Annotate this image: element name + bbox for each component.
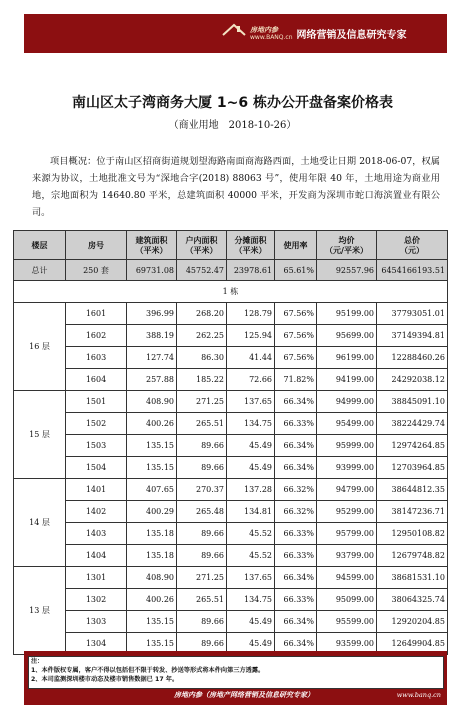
table-row (14, 501, 448, 523)
shared-area-cell: 45.52 (227, 523, 275, 545)
room-number-cell: 1603 (66, 347, 127, 369)
usage-rate-cell: 66.34% (275, 435, 317, 457)
inner-area-cell: 89.66 (177, 545, 227, 567)
gross-area-cell: 135.15 (127, 611, 177, 633)
avg-price-cell: 95799.00 (317, 523, 377, 545)
total-price-cell: 24292038.12 (377, 369, 448, 391)
total-price-cell: 38644812.35 (377, 479, 448, 501)
total-price-cell: 38845091.10 (377, 391, 448, 413)
table-row (14, 523, 448, 545)
table-row (14, 435, 448, 457)
inner-area-cell: 268.20 (177, 303, 227, 325)
gross-area-cell: 388.19 (127, 325, 177, 347)
document-subtitle: （商业用地 2018-10-26） (168, 120, 297, 131)
logo-name: 房地内参 (250, 25, 278, 34)
total-shared-area: 23978.61 (227, 260, 275, 281)
inner-area-cell: 265.48 (177, 501, 227, 523)
room-number-cell: 1302 (66, 589, 127, 611)
inner-area-cell: 271.25 (177, 567, 227, 589)
room-number-cell: 1401 (66, 479, 127, 501)
document-title: 南山区太子湾商务大厦 1~6 栋办公开盘备案价格表 (72, 95, 393, 111)
shared-area-cell: 134.75 (227, 589, 275, 611)
total-price-cell: 38681531.10 (377, 567, 448, 589)
total-price-cell: 12703964.85 (377, 457, 448, 479)
inner-area-cell: 89.66 (177, 611, 227, 633)
building-row (14, 281, 448, 303)
col-total-price: 总价 （元） (377, 231, 448, 260)
price-table (13, 230, 448, 655)
gross-area-cell: 400.26 (127, 413, 177, 435)
table-row (14, 347, 448, 369)
col-usage-rate: 使用率 (275, 231, 317, 260)
brand-logo (220, 20, 293, 48)
total-price-cell: 12920204.85 (377, 611, 448, 633)
usage-rate-cell: 67.56% (275, 325, 317, 347)
shared-area-cell: 45.49 (227, 457, 275, 479)
shared-area-cell: 137.65 (227, 391, 275, 413)
usage-rate-cell: 66.34% (275, 611, 317, 633)
project-overview: 项目概况：位于南山区招商街道规划望海路南面商海路西面，土地受让日期 2018-06-07，权属来源为协议，土地批准文号为“深地合字(2018) 88063 号”，使用年限 40 年，土地用途为商业用地，宗地面积为 14640.80 平米，总建筑面积 40000 平米，开发商为深圳市蛇口海滨置业有限公司。 (32, 156, 440, 218)
usage-rate-cell: 66.33% (275, 589, 317, 611)
gross-area-cell: 257.88 (127, 369, 177, 391)
footer-url: www.banq.cn (396, 691, 441, 699)
inner-area-cell: 265.51 (177, 589, 227, 611)
avg-price-cell: 95099.00 (317, 589, 377, 611)
col-floor: 楼层 (14, 231, 66, 260)
usage-rate-cell: 66.34% (275, 633, 317, 655)
room-number-cell: 1504 (66, 457, 127, 479)
total-price-cell: 37793051.01 (377, 303, 448, 325)
room-number-cell: 1602 (66, 325, 127, 347)
usage-rate-cell: 67.56% (275, 347, 317, 369)
header-title: 网络营销及信息研究专家 (296, 30, 407, 41)
gross-area-cell: 408.90 (127, 391, 177, 413)
usage-rate-cell: 66.34% (275, 567, 317, 589)
floor-label: 13 层 (14, 567, 66, 655)
gross-area-cell: 135.18 (127, 523, 177, 545)
inner-area-cell: 89.66 (177, 523, 227, 545)
shared-area-cell: 137.28 (227, 479, 275, 501)
gross-area-cell: 408.90 (127, 567, 177, 589)
floor-label: 16 层 (14, 303, 66, 391)
avg-price-cell: 93999.00 (317, 457, 377, 479)
col-gross-area: 建筑面积 （平米） (127, 231, 177, 260)
usage-rate-cell: 66.34% (275, 457, 317, 479)
gross-area-cell: 127.74 (127, 347, 177, 369)
total-gross-area: 69731.08 (127, 260, 177, 281)
total-price-cell: 38064325.74 (377, 589, 448, 611)
footer-banner (24, 651, 447, 705)
avg-price-cell: 95599.00 (317, 611, 377, 633)
note-label: 注： (31, 658, 44, 665)
col-avg-price: 均价 （元/平米） (317, 231, 377, 260)
room-number-cell: 1404 (66, 545, 127, 567)
avg-price-cell: 95699.00 (317, 325, 377, 347)
table-header-row (14, 231, 448, 260)
avg-price-cell: 94599.00 (317, 567, 377, 589)
floor-label: 14 层 (14, 479, 66, 567)
avg-price-cell: 96199.00 (317, 347, 377, 369)
note-2: 2、本司监测深圳楼市动态及楼市销售数据已 17 年。 (31, 676, 179, 683)
table-row (14, 479, 448, 501)
total-row (14, 260, 448, 281)
gross-area-cell: 407.65 (127, 479, 177, 501)
table-row (14, 545, 448, 567)
room-number-cell: 1503 (66, 435, 127, 457)
total-price-cell: 12950108.82 (377, 523, 448, 545)
usage-rate-cell: 66.34% (275, 391, 317, 413)
shared-area-cell: 45.49 (227, 633, 275, 655)
total-inner-area: 45752.47 (177, 260, 227, 281)
table-row (14, 457, 448, 479)
total-price-cell: 38147236.71 (377, 501, 448, 523)
inner-area-cell: 265.51 (177, 413, 227, 435)
usage-rate-cell: 71.82% (275, 369, 317, 391)
avg-price-cell: 94199.00 (317, 369, 377, 391)
room-number-cell: 1402 (66, 501, 127, 523)
shared-area-cell: 134.75 (227, 413, 275, 435)
total-usage-rate: 65.61% (275, 260, 317, 281)
table-row (14, 369, 448, 391)
gross-area-cell: 135.15 (127, 435, 177, 457)
avg-price-cell: 95999.00 (317, 435, 377, 457)
gross-area-cell: 135.18 (127, 545, 177, 567)
shared-area-cell: 45.49 (227, 611, 275, 633)
room-number-cell: 1304 (66, 633, 127, 655)
shared-area-cell: 72.66 (227, 369, 275, 391)
table-row (14, 589, 448, 611)
floor-label: 15 层 (14, 391, 66, 479)
footer-brand: 房地内参（房地产网络营销及信息研究专家） (174, 690, 314, 699)
shared-area-cell: 45.52 (227, 545, 275, 567)
inner-area-cell: 271.25 (177, 391, 227, 413)
col-inner-area: 户内面积 （平米） (177, 231, 227, 260)
inner-area-cell: 262.25 (177, 325, 227, 347)
avg-price-cell: 93599.00 (317, 633, 377, 655)
table-row (14, 391, 448, 413)
gross-area-cell: 396.99 (127, 303, 177, 325)
total-price: 6454166193.51 (377, 260, 448, 281)
col-room: 房号 (66, 231, 127, 260)
room-number-cell: 1303 (66, 611, 127, 633)
gross-area-cell: 400.26 (127, 589, 177, 611)
room-number-cell: 1604 (66, 369, 127, 391)
avg-price-cell: 95199.00 (317, 303, 377, 325)
room-number-cell: 1501 (66, 391, 127, 413)
room-number-cell: 1301 (66, 567, 127, 589)
total-price-cell: 38224429.74 (377, 413, 448, 435)
total-price-cell: 37149394.81 (377, 325, 448, 347)
col-shared-area: 分摊面积 （平米） (227, 231, 275, 260)
table-row (14, 303, 448, 325)
usage-rate-cell: 67.56% (275, 303, 317, 325)
house-logo-icon (220, 20, 248, 48)
table-row (14, 611, 448, 633)
inner-area-cell: 89.66 (177, 435, 227, 457)
footer-notes (28, 656, 444, 689)
inner-area-cell: 89.66 (177, 457, 227, 479)
avg-price-cell: 95499.00 (317, 413, 377, 435)
room-number-cell: 1502 (66, 413, 127, 435)
shared-area-cell: 128.79 (227, 303, 275, 325)
room-number-cell: 1403 (66, 523, 127, 545)
total-units: 250 套 (66, 260, 127, 281)
usage-rate-cell: 66.32% (275, 501, 317, 523)
note-1: 1、本件版权专属，客户不得以包括但不限于转发、抄送等形式将本件向第三方透露。 (31, 667, 265, 674)
shared-area-cell: 41.44 (227, 347, 275, 369)
total-price-cell: 12649904.85 (377, 633, 448, 655)
logo-url: www.BANQ.cn (250, 33, 293, 41)
inner-area-cell: 270.37 (177, 479, 227, 501)
usage-rate-cell: 66.33% (275, 523, 317, 545)
room-number-cell: 1601 (66, 303, 127, 325)
table-row (14, 567, 448, 589)
shared-area-cell: 134.81 (227, 501, 275, 523)
header-banner (24, 14, 447, 53)
total-price-cell: 12679748.82 (377, 545, 448, 567)
total-label: 总计 (14, 260, 66, 281)
gross-area-cell: 135.15 (127, 457, 177, 479)
avg-price-cell: 95299.00 (317, 501, 377, 523)
usage-rate-cell: 66.33% (275, 545, 317, 567)
total-avg-price: 92557.96 (317, 260, 377, 281)
avg-price-cell: 93799.00 (317, 545, 377, 567)
avg-price-cell: 94999.00 (317, 391, 377, 413)
shared-area-cell: 137.65 (227, 567, 275, 589)
gross-area-cell: 400.29 (127, 501, 177, 523)
building-label: 1 栋 (14, 281, 448, 303)
total-price-cell: 12974264.85 (377, 435, 448, 457)
inner-area-cell: 86.30 (177, 347, 227, 369)
shared-area-cell: 45.49 (227, 435, 275, 457)
usage-rate-cell: 66.33% (275, 413, 317, 435)
usage-rate-cell: 66.32% (275, 479, 317, 501)
table-row (14, 413, 448, 435)
gross-area-cell: 135.15 (127, 633, 177, 655)
table-row (14, 325, 448, 347)
inner-area-cell: 89.66 (177, 633, 227, 655)
avg-price-cell: 94799.00 (317, 479, 377, 501)
total-price-cell: 12288460.26 (377, 347, 448, 369)
shared-area-cell: 125.94 (227, 325, 275, 347)
inner-area-cell: 185.22 (177, 369, 227, 391)
